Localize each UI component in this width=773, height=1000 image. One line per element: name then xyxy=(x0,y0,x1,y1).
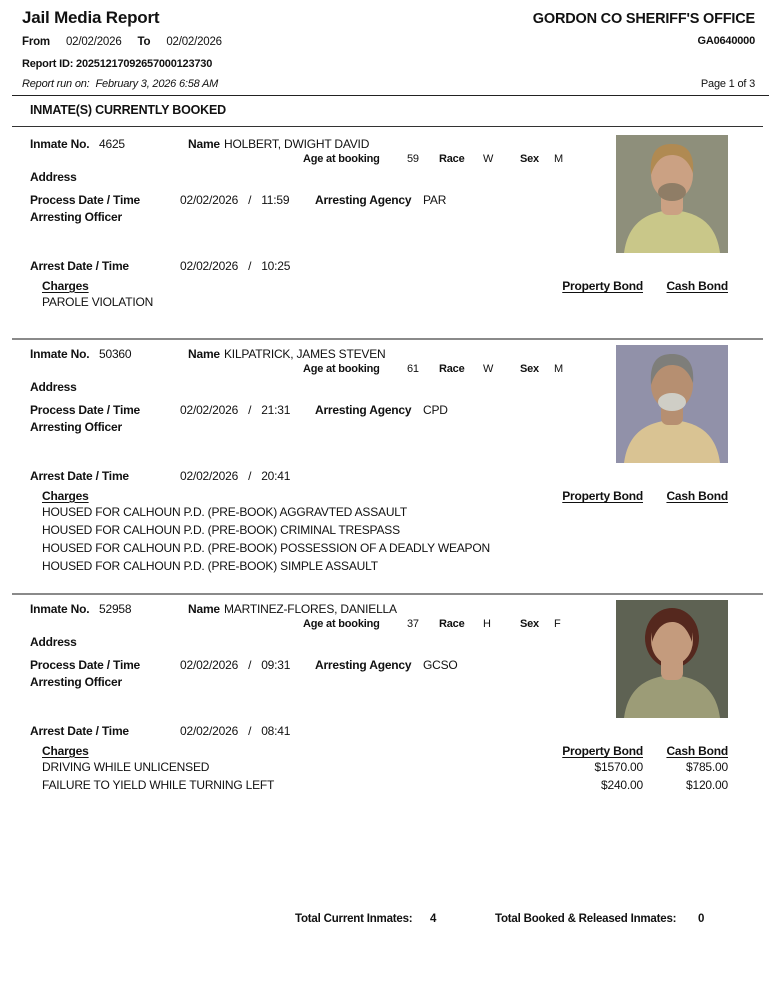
charges-header-row xyxy=(22,279,751,295)
sex-label: Sex xyxy=(520,363,539,375)
process-date: 02/02/2026 xyxy=(180,658,239,672)
datetime-separator: / xyxy=(248,724,252,738)
office-name: GORDON CO SHERIFF'S OFFICE xyxy=(532,11,755,27)
name-value: HOLBERT, DWIGHT DAVID xyxy=(224,137,370,151)
arrest-datetime-label: Arrest Date / Time xyxy=(30,469,129,483)
name-label: Name xyxy=(188,347,220,361)
charge-property-bond: $240.00 xyxy=(601,778,643,792)
charge-list xyxy=(22,760,751,796)
process-datetime-value xyxy=(180,658,290,672)
sex-value: F xyxy=(554,618,561,630)
process-time: 09:31 xyxy=(261,658,291,672)
process-datetime-value xyxy=(180,403,290,417)
inmate-mugshot xyxy=(616,135,728,253)
name-value: MARTINEZ-FLORES, DANIELLA xyxy=(224,602,397,616)
charge-row xyxy=(22,559,751,577)
arresting-agency-label: Arresting Agency xyxy=(315,193,412,207)
cash-bond-column-header: Cash Bond xyxy=(666,279,728,293)
datetime-separator: / xyxy=(248,259,252,273)
charge-row xyxy=(22,541,751,559)
charge-cash-bond: $120.00 xyxy=(686,778,728,792)
race-label: Race xyxy=(439,618,465,630)
arresting-agency-label: Arresting Agency xyxy=(315,403,412,417)
charge-description: HOUSED FOR CALHOUN P.D. (PRE-BOOK) POSSESSION OF A DEADLY WEAPON xyxy=(42,541,490,555)
arrest-row xyxy=(22,469,751,485)
arresting-agency-value: GCSO xyxy=(423,658,458,672)
report-id-label: Report ID: xyxy=(22,58,74,70)
agency-code: GA0640000 xyxy=(697,35,755,47)
from-date: 02/02/2026 xyxy=(65,36,122,48)
charges-header-row xyxy=(22,744,751,760)
inmate-record xyxy=(22,598,751,808)
datetime-separator: / xyxy=(248,403,252,417)
arresting-officer-label: Arresting Officer xyxy=(30,675,122,689)
arresting-agency-value: CPD xyxy=(423,403,448,417)
property-bond-column-header: Property Bond xyxy=(562,489,643,503)
report-title: Jail Media Report xyxy=(22,8,160,27)
charge-row xyxy=(22,760,751,778)
arresting-agency-value: PAR xyxy=(423,193,447,207)
arrest-row xyxy=(22,724,751,740)
address-label: Address xyxy=(30,635,77,649)
arrest-datetime-value xyxy=(180,259,290,273)
arrest-date: 02/02/2026 xyxy=(180,259,239,273)
process-datetime-label: Process Date / Time xyxy=(30,658,141,672)
mugshot-graphic xyxy=(616,600,728,718)
sex-label: Sex xyxy=(520,618,539,630)
report-run-on-row xyxy=(22,78,218,90)
charges-header-row xyxy=(22,489,751,505)
cash-bond-column-header: Cash Bond xyxy=(666,489,728,503)
section-title: INMATE(S) CURRENTLY BOOKED xyxy=(30,103,226,117)
name-label: Name xyxy=(188,137,220,151)
arrest-datetime-value xyxy=(180,724,290,738)
charge-description: DRIVING WHILE UNLICENSED xyxy=(42,760,210,774)
process-datetime-label: Process Date / Time xyxy=(30,403,141,417)
arresting-agency-label: Arresting Agency xyxy=(315,658,412,672)
arrest-datetime-value xyxy=(180,469,290,483)
race-value: W xyxy=(483,153,494,165)
inmate-mugshot xyxy=(616,345,728,463)
report-id-value: 20251217092657000123730 xyxy=(76,58,213,70)
charge-description: HOUSED FOR CALHOUN P.D. (PRE-BOOK) AGGRAVTED ASSAULT xyxy=(42,505,408,519)
charges-column-header: Charges xyxy=(42,489,89,503)
process-date: 02/02/2026 xyxy=(180,403,239,417)
property-bond-column-header: Property Bond xyxy=(562,744,643,758)
mugshot-graphic xyxy=(616,345,728,463)
arrest-time: 20:41 xyxy=(261,469,291,483)
inmate-mugshot xyxy=(616,600,728,718)
inmate-no-label: Inmate No. xyxy=(30,347,90,361)
page-number: Page 1 of 3 xyxy=(700,78,755,90)
datetime-separator: / xyxy=(248,193,252,207)
charge-row xyxy=(22,778,751,796)
arresting-officer-label: Arresting Officer xyxy=(30,420,122,434)
inmate-record xyxy=(22,343,751,593)
age-value: 61 xyxy=(407,363,419,375)
age-label: Age at booking xyxy=(303,363,380,375)
inmate-record xyxy=(22,133,751,338)
arrest-time: 10:25 xyxy=(261,259,291,273)
charge-property-bond: $1570.00 xyxy=(594,760,643,774)
age-label: Age at booking xyxy=(303,153,380,165)
address-label: Address xyxy=(30,380,77,394)
to-date: 02/02/2026 xyxy=(166,36,222,48)
datetime-separator: / xyxy=(248,469,252,483)
sex-value: M xyxy=(554,153,563,165)
section-divider xyxy=(12,126,763,127)
run-on-label: Report run on: xyxy=(22,78,90,90)
charge-list xyxy=(22,295,751,313)
date-range-row xyxy=(22,36,238,48)
charge-description: FAILURE TO YIELD WHILE TURNING LEFT xyxy=(42,778,275,792)
charge-cash-bond: $785.00 xyxy=(686,760,728,774)
name-label: Name xyxy=(188,602,220,616)
arrest-time: 08:41 xyxy=(261,724,291,738)
total-released-value: 0 xyxy=(698,913,705,925)
process-date: 02/02/2026 xyxy=(180,193,239,207)
mugshot-graphic xyxy=(616,135,728,253)
arrest-datetime-label: Arrest Date / Time xyxy=(30,724,129,738)
arrest-date: 02/02/2026 xyxy=(180,724,239,738)
race-value: H xyxy=(483,618,491,630)
record-separator xyxy=(12,593,763,595)
race-value: W xyxy=(483,363,494,375)
record-separator xyxy=(12,338,763,340)
header-divider xyxy=(12,95,769,96)
age-value: 37 xyxy=(407,618,419,630)
sex-value: M xyxy=(554,363,563,375)
charge-row xyxy=(22,523,751,541)
inmate-no-value: 50360 xyxy=(99,347,132,361)
cash-bond-column-header: Cash Bond xyxy=(666,744,728,758)
inmate-no-value: 4625 xyxy=(99,137,125,151)
charge-description: PAROLE VIOLATION xyxy=(42,295,154,309)
report-id-row xyxy=(22,58,212,70)
datetime-separator: / xyxy=(248,658,252,672)
race-label: Race xyxy=(439,153,465,165)
from-label: From xyxy=(22,36,50,48)
total-current-value: 4 xyxy=(430,913,437,925)
property-bond-column-header: Property Bond xyxy=(562,279,643,293)
process-datetime-value xyxy=(180,193,289,207)
age-label: Age at booking xyxy=(303,618,380,630)
charge-row xyxy=(22,295,751,313)
arrest-date: 02/02/2026 xyxy=(180,469,239,483)
race-label: Race xyxy=(439,363,465,375)
charge-description: HOUSED FOR CALHOUN P.D. (PRE-BOOK) SIMPLE ASSAULT xyxy=(42,559,378,573)
name-value: KILPATRICK, JAMES STEVEN xyxy=(224,347,386,361)
age-value: 59 xyxy=(407,153,419,165)
sex-label: Sex xyxy=(520,153,539,165)
charge-description: HOUSED FOR CALHOUN P.D. (PRE-BOOK) CRIMINAL TRESPASS xyxy=(42,523,400,537)
total-released-label: Total Booked & Released Inmates: xyxy=(495,913,677,925)
charge-list xyxy=(22,505,751,577)
process-time: 11:59 xyxy=(261,193,290,207)
arrest-row xyxy=(22,259,751,275)
charge-row xyxy=(22,505,751,523)
inmate-no-label: Inmate No. xyxy=(30,137,90,151)
arresting-officer-label: Arresting Officer xyxy=(30,210,122,224)
arrest-datetime-label: Arrest Date / Time xyxy=(30,259,129,273)
to-label: To xyxy=(137,36,151,48)
inmate-no-label: Inmate No. xyxy=(30,602,90,616)
charges-column-header: Charges xyxy=(42,744,89,758)
process-time: 21:31 xyxy=(261,403,291,417)
address-label: Address xyxy=(30,170,77,184)
inmate-no-value: 52958 xyxy=(99,602,132,616)
run-on-value: February 3, 2026 6:58 AM xyxy=(95,78,219,90)
charges-column-header: Charges xyxy=(42,279,89,293)
process-datetime-label: Process Date / Time xyxy=(30,193,141,207)
total-current-label: Total Current Inmates: xyxy=(295,913,413,925)
